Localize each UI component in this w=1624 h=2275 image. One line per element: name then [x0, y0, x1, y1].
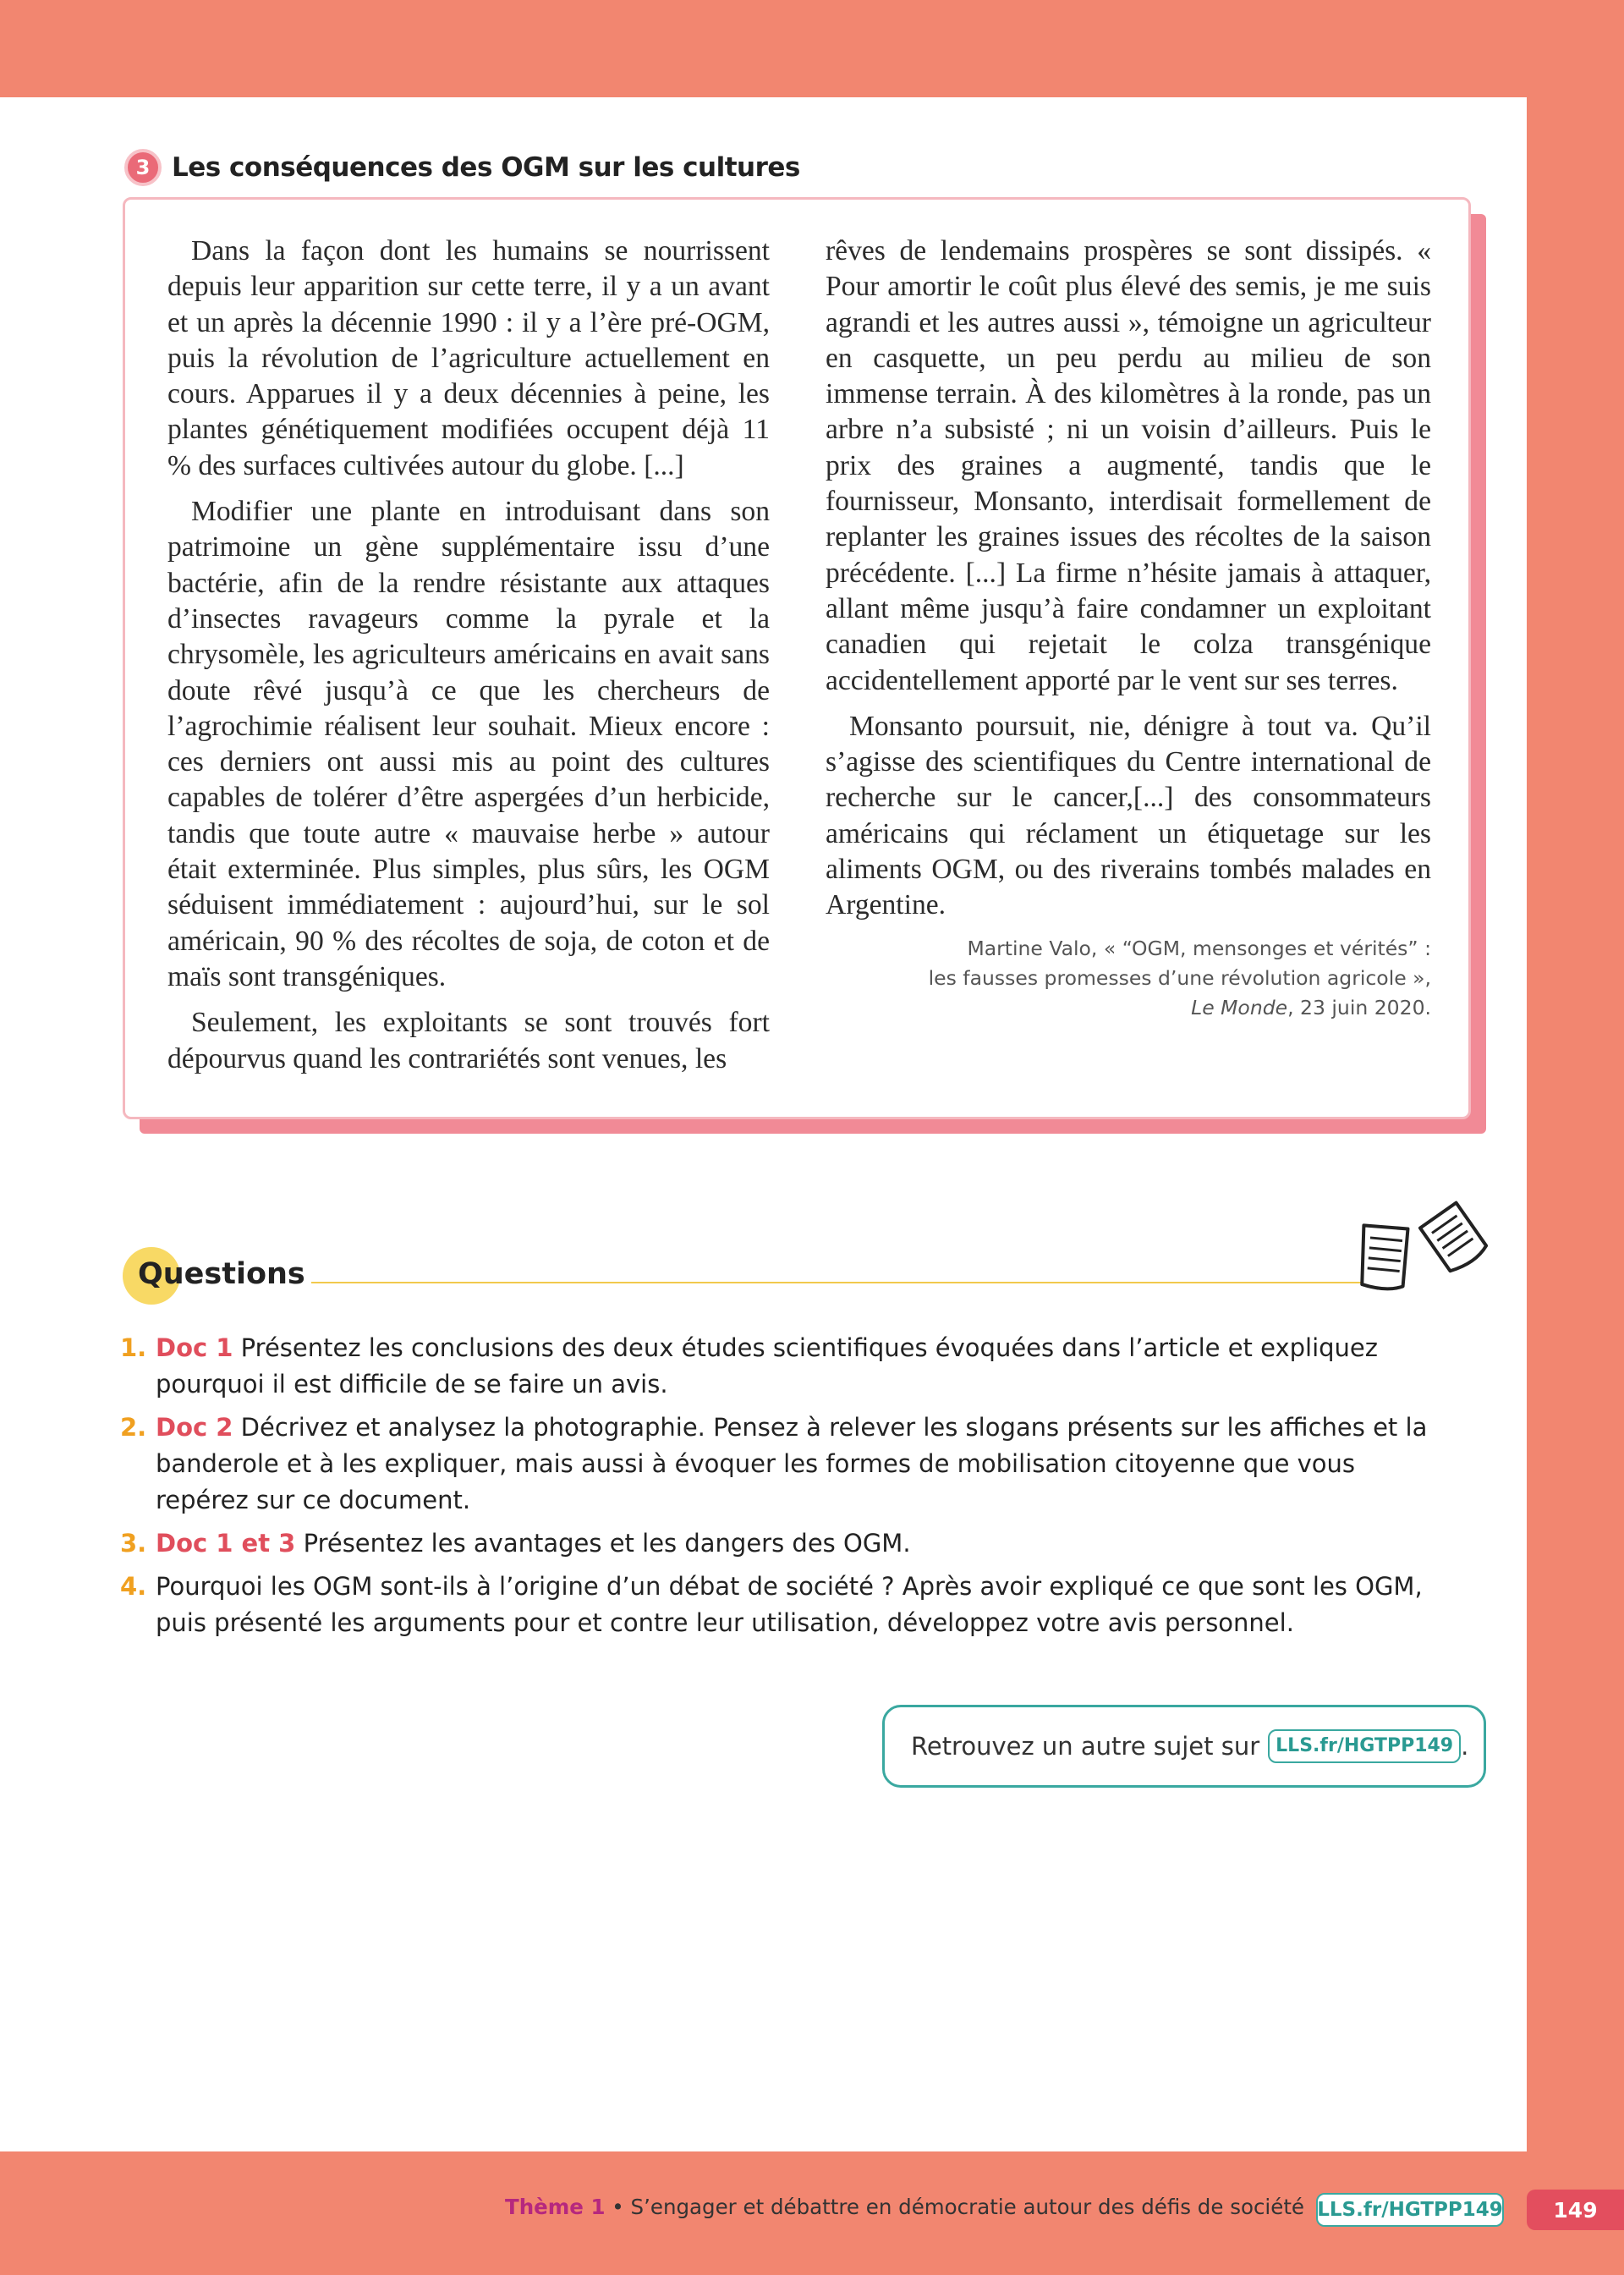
- more-subjects-link[interactable]: LLS.fr/HGTPP149: [1268, 1729, 1461, 1763]
- document-title: Les conséquences des OGM sur les cultures: [172, 152, 800, 183]
- question-doc-ref: Doc 2: [156, 1413, 233, 1442]
- footer-theme-line: [505, 2195, 1304, 2219]
- article-column-right: [826, 234, 1431, 1023]
- footer-theme: Thème 1: [505, 2195, 606, 2219]
- question-text: Présentez les avantages et les dangers des OGM.: [295, 1529, 911, 1558]
- article-column-left: [167, 234, 770, 1087]
- more-subjects-suffix: .: [1461, 1732, 1469, 1761]
- credit-line: [826, 993, 1431, 1023]
- question-number: 4.: [120, 1572, 147, 1601]
- question-text: Présentez les conclusions des deux études scientifiques évoquées dans l’article et expliquez pourquoi il est difficile de se faire un avis.: [156, 1333, 1378, 1399]
- source-credit: [826, 934, 1431, 1023]
- credit-date: , 23 juin 2020.: [1287, 995, 1431, 1019]
- question-number: 2.: [120, 1413, 147, 1442]
- article-paragraph: Seulement, les exploitants se sont trouvés fort dépourvus quand les contrariétés sont venues, les: [167, 1007, 770, 1074]
- question-item: [120, 1569, 1440, 1641]
- question-number: 3.: [120, 1529, 147, 1558]
- document-header: [124, 148, 800, 187]
- document-number-badge: 3: [124, 149, 162, 186]
- questions-title: Questions: [138, 1257, 305, 1291]
- more-subjects-text: Retrouvez un autre sujet sur: [911, 1732, 1260, 1761]
- questions-list: [120, 1330, 1440, 1648]
- credit-journal: Le Monde: [1191, 995, 1288, 1019]
- question-doc-ref: Doc 1 et 3: [156, 1529, 296, 1558]
- papers-icon: [1349, 1200, 1493, 1310]
- page-number: 149: [1527, 2190, 1624, 2230]
- question-item: [120, 1330, 1440, 1403]
- footer-subtitle: S’engager et débattre en démocratie autour des défis de société: [630, 2195, 1304, 2219]
- question-number: 1.: [120, 1333, 147, 1362]
- article-paragraph: Dans la façon dont les humains se nourrissent depuis leur apparition sur cette terre, il y a un avant et un après la décennie 1990 : il y a l’ère pré-OGM, puis la révolution de l’agriculture actuellement en cours. Apparues il y a deux décennies à peine, les plantes génétiquement modifiées occupent déjà 11 % des surfaces cultivées autour du globe. [...]: [167, 235, 770, 481]
- credit-line: les fausses promesses d’une révolution agricole »,: [928, 965, 1431, 990]
- article-paragraph: Monsanto poursuit, nie, dénigre à tout va. Qu’il s’agisse des scientifiques du Centre international de recherche sur le cancer,[...] des consommateurs américains qui réclament un étiquetage sur les aliments OGM, ou des riverains tombés malades en Argentine.: [826, 710, 1431, 921]
- credit-line: Martine Valo, « “OGM, mensonges et vérités” :: [967, 936, 1431, 960]
- article-card: [123, 197, 1471, 1119]
- questions-divider: [311, 1282, 1370, 1283]
- question-text: Pourquoi les OGM sont-ils à l’origine d’un débat de société ? Après avoir expliqué ce que sont les OGM, puis présenté les arguments pour et contre leur utilisation, développez votre avis personnel.: [156, 1572, 1423, 1637]
- question-text: Décrivez et analysez la photographie. Pensez à relever les slogans présents sur les affiches et la banderole et à les expliquer, mais aussi à évoquer les formes de mobilisation citoyenne que vous repérez sur ce document.: [156, 1413, 1428, 1514]
- question-item: [120, 1525, 1440, 1562]
- question-item: [120, 1410, 1440, 1519]
- footer-link[interactable]: LLS.fr/HGTPP149: [1316, 2193, 1504, 2227]
- footer-separator: •: [605, 2195, 631, 2219]
- article-paragraph: Modifier une plante en introduisant dans son patrimoine un gène supplémentaire issu d’une bactérie, afin de la rendre résistante aux attaques d’insectes ravageurs comme la pyrale et la chrysomèle, les agriculteurs américains en avait sans doute rêvé jusqu’à ce que les chercheurs de l’agrochimie réalisent leur souhait. Mieux encore : ces derniers ont aussi mis au point des cultures capables de tolérer d’être aspergées d’un herbicide, tandis que toute autre « mauvaise herbe » autour était exterminée. Plus simples, plus sûrs, les OGM séduisent immédiatement : aujourd’hui, sur le sol américain, 90 % des récoltes de soja, de coton et de maïs sont transgéniques.: [167, 496, 770, 992]
- more-subjects-box: [882, 1705, 1486, 1788]
- article-paragraph: rêves de lendemains prospères se sont dissipés. « Pour amortir le coût plus élevé des semis, je me suis agrandi et les autres aussi », témoigne un agriculteur en casquette, un peu perdu au milieu de son immense terrain. À des kilomètres à la ronde, pas un arbre n’a subsisté ; ni un voisin d’ailleurs. Puis le prix des graines a augmenté, tandis que le fournisseur, Monsanto, interdisait formellement de replanter les graines issues des récoltes de la saison précédente. [...] La firme n’hésite jamais à attaquer, allant même jusqu’à faire condamner un exploitant canadien qui rejetait le colza transgénique accidentellement apporté par le vent sur ses terres.: [826, 235, 1431, 696]
- question-doc-ref: Doc 1: [156, 1333, 233, 1362]
